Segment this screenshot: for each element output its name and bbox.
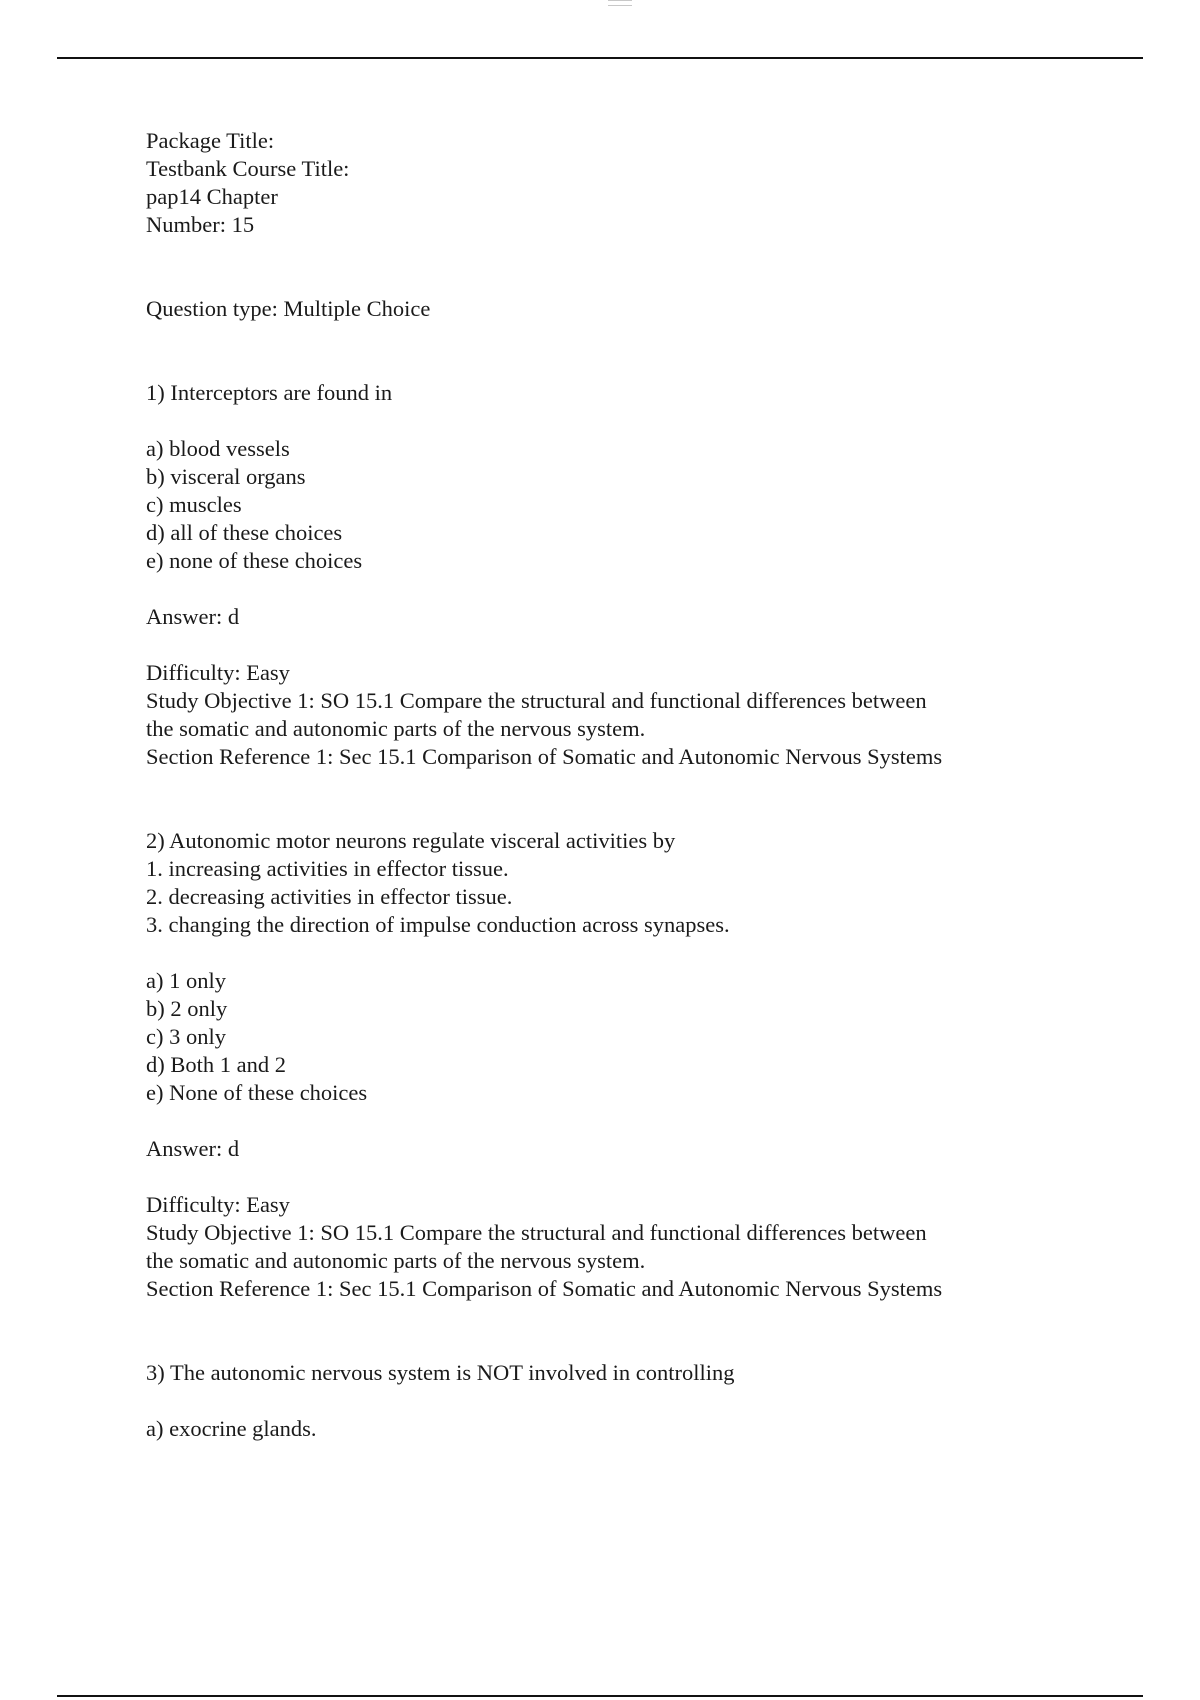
- header-rule: [57, 57, 1143, 59]
- footer-rule: [57, 1695, 1143, 1697]
- question-stem: 2) Autonomic motor neurons regulate visceral activities by: [146, 828, 676, 853]
- difficulty: Difficulty: Easy: [146, 660, 290, 685]
- document-body: [146, 127, 1106, 1443]
- study-objective-cont: the somatic and autonomic parts of the nervous system.: [146, 716, 646, 741]
- question-statement: 3. changing the direction of impulse conduction across synapses.: [146, 912, 730, 937]
- chapter-number: Number: 15: [146, 212, 255, 237]
- question-stem: 1) Interceptors are found in: [146, 380, 393, 405]
- difficulty: Difficulty: Easy: [146, 1192, 290, 1217]
- page-marker: [608, 0, 632, 6]
- chapter-label: pap14 Chapter: [146, 184, 278, 209]
- answer-option: c) 3 only: [146, 1024, 226, 1049]
- answer-option: b) visceral organs: [146, 464, 306, 489]
- question-type: Question type: Multiple Choice: [146, 296, 431, 321]
- package-title: Package Title:: [146, 128, 275, 153]
- answer-option: d) all of these choices: [146, 520, 343, 545]
- answer-option: c) muscles: [146, 492, 242, 517]
- question-statement: 1. increasing activities in effector tissue.: [146, 856, 509, 881]
- answer-option: e) none of these choices: [146, 548, 363, 573]
- answer-option: a) 1 only: [146, 968, 226, 993]
- answer-option: a) blood vessels: [146, 436, 290, 461]
- question-stem: 3) The autonomic nervous system is NOT involved in controlling: [146, 1360, 735, 1385]
- answer-option: e) None of these choices: [146, 1080, 368, 1105]
- question-2: [146, 827, 1106, 1303]
- question-statement: 2. decreasing activities in effector tissue.: [146, 884, 513, 909]
- question-3: [146, 1359, 1106, 1443]
- course-title: Testbank Course Title:: [146, 156, 350, 181]
- answer-option: a) exocrine glands.: [146, 1416, 317, 1441]
- answer-option: d) Both 1 and 2: [146, 1052, 286, 1077]
- answer-option: b) 2 only: [146, 996, 228, 1021]
- answer-key: Answer: d: [146, 604, 240, 629]
- section-reference: Section Reference 1: Sec 15.1 Comparison of Somatic and Autonomic Nervous Systems: [146, 744, 943, 769]
- section-reference: Section Reference 1: Sec 15.1 Comparison of Somatic and Autonomic Nervous Systems: [146, 1276, 943, 1301]
- question-1: [146, 379, 1106, 771]
- study-objective: Study Objective 1: SO 15.1 Compare the structural and functional differences between: [146, 1220, 927, 1245]
- study-objective: Study Objective 1: SO 15.1 Compare the structural and functional differences between: [146, 688, 927, 713]
- study-objective-cont: the somatic and autonomic parts of the nervous system.: [146, 1248, 646, 1273]
- answer-key: Answer: d: [146, 1136, 240, 1161]
